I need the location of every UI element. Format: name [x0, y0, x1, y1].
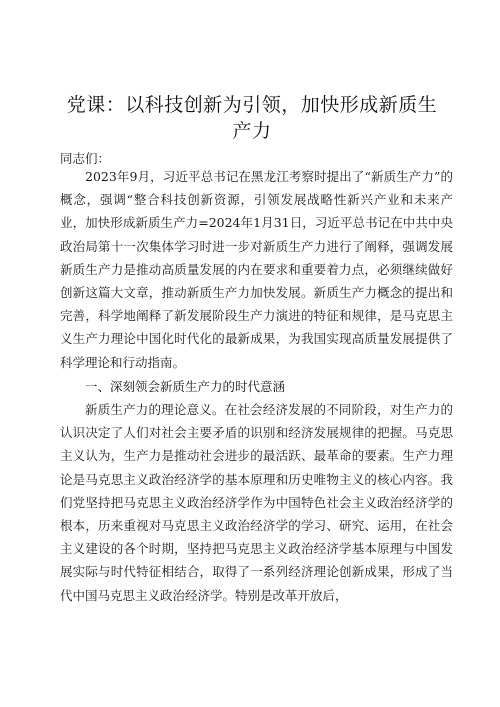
- section-heading: 一、深刻领会新质生产力的时代意涵: [85, 379, 286, 394]
- paragraph-section-one: 新质生产力的理论意义。在社会经济发展的不同阶段，对生产力的认识决定了人们对社会主要矛盾的识别和经济发展规律的把握。马克思主义认为，生产力是推动社会进步的最活跃、最革命的要素。生产力理论是马克思主义政治经济学的基本原理和历史唯物主义的核心内容。我们党坚持把马克思主义政治经济学作为中国特色社会主义政治经济学的根本，历来重视对马克思主义政治经济学的学习、研究、运用，在社会主义建设的各个时期，坚持把马克思主义政治经济学基本原理与中国发展实际与时代特征相结合，取得了一系列经济理论创新成果，形成了当代中国马克思主义政治经济学。特别是改革开放后，: [60, 402, 453, 603]
- salutation: 同志们：: [60, 151, 111, 166]
- paragraph-intro: 2023年9月，习近平总书记在黑龙江考察时提出了“新质生产力”的概念，强调“整合科技创新资源，引领发展战略性新兴产业和未来产业，加快形成新质生产力=2024年1月31日，习近平总书记在中共中央政治局第十一次集体学习时进一步对新质生产力进行了阐释，强调发展新质生产力是推动高质量发展的内在要求和重要着力点，必须继续做好创新这篇大文章，推动新质生产力加快发展。新质生产力概念的提出和完善，科学地阐释了新发展阶段生产力演进的特征和规律，是马克思主义生产力理论中国化时代化的最新成果，为我国实现高质量发展提供了科学理论和行动指南。: [60, 169, 453, 370]
- document-title: 党课：以科技创新为引领，加快形成新质生产力: [66, 94, 438, 142]
